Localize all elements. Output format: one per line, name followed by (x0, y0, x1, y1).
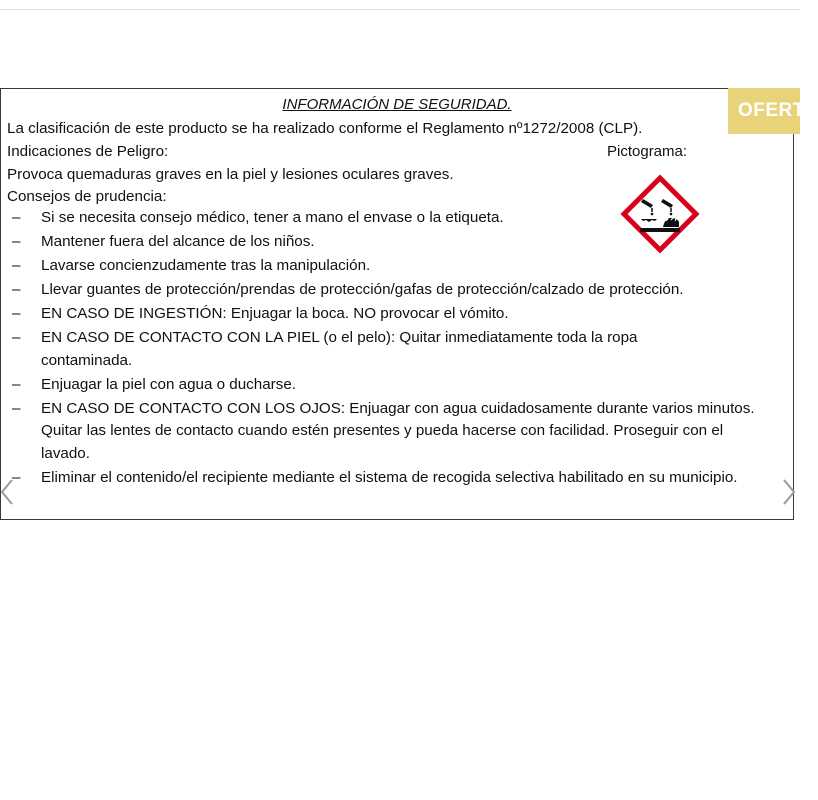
top-divider (0, 9, 800, 10)
list-item: – Lavarse concienzudamente tras la manipulación. (12, 257, 371, 274)
list-item: – Llevar guantes de protección/prendas de protección/gafas de protección/calzado de protección. (12, 281, 684, 298)
list-item: – Eliminar el contenido/el recipiente mediante el sistema de recogida selectiva habilitado en su municipio. (12, 468, 738, 486)
list-item: – EN CASO DE CONTACTO CON LOS OJOS: Enjuagar con agua cuidadosamente durante varios minutos. Quitar las lentes de contacto cuando estén presentes y pueda hacerse con facilidad. Proseguir con el lavado. (12, 399, 755, 462)
precaution-heading: Consejos de prudencia: (7, 188, 167, 205)
chevron-left-icon[interactable] (0, 476, 18, 508)
offer-badge[interactable]: OFERTA (728, 88, 800, 134)
list-item: – Si se necesita consejo médico, tener a mano el envase o la etiqueta. (12, 209, 504, 226)
list-item: – EN CASO DE CONTACTO CON LA PIEL (o el pelo): Quitar inmediatamente toda la ropa contaminada. (12, 329, 638, 369)
chevron-right-icon[interactable] (778, 476, 800, 508)
pictogram-heading: Pictograma: (607, 143, 688, 160)
label-title: INFORMACIÓN DE SEGURIDAD. (282, 96, 512, 113)
precaution-list (1, 207, 791, 491)
list-item: – EN CASO DE INGESTIÓN: Enjuagar la boca. NO provocar el vómito. (12, 305, 509, 322)
hazard-heading: Indicaciones de Peligro: (7, 143, 169, 160)
classification-text: La clasificación de este producto se ha realizado conforme el Reglamento nº1272/2008 (CLP). (7, 120, 643, 137)
hazard-statement: Provoca quemaduras graves en la piel y lesiones oculares graves. (7, 166, 454, 183)
safety-label-image (0, 88, 794, 520)
list-item: – Enjuagar la piel con agua o ducharse. (12, 375, 296, 393)
list-item: – Mantener fuera del alcance de los niños. (12, 233, 315, 250)
